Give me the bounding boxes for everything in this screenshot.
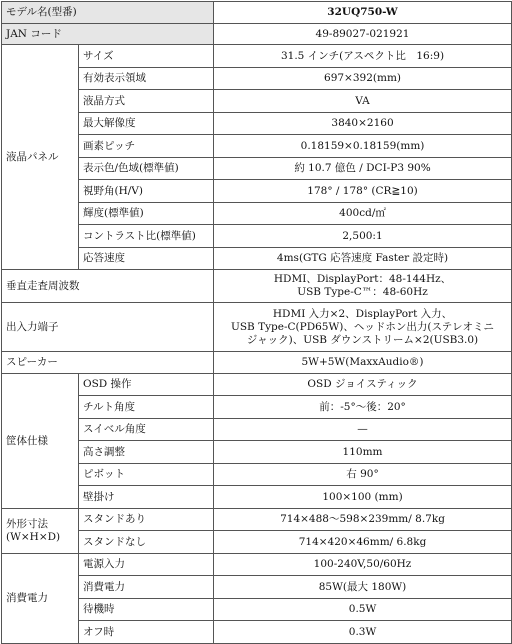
refresh-line: HDMI、DisplayPort：48-144Hz、 [273,273,452,285]
spec-value: 右 90° [214,464,512,486]
io-label: 出入力端子 [2,303,214,352]
spec-label: スタンドなし [79,531,214,554]
speaker-value: 5W+5W(MaxxAudio®) [214,352,512,374]
io-line: ジャック)、USB ダウンストリーム×2(USB3.0) [246,333,479,346]
model-value: 32UQ750-W [214,2,512,24]
row-panel-type [2,90,512,113]
row-panel-size [2,45,512,68]
jan-value: 49-89027-021921 [214,24,512,45]
spec-label: 輝度(標準値) [79,203,214,225]
power-category-label: 消費電力 [2,554,79,644]
refresh-label: 垂直走査周波数 [2,270,214,303]
spec-label: 電源入力 [79,554,214,576]
row-refresh [2,270,512,303]
row-panel-response [2,248,512,270]
row-panel-resolution [2,113,512,135]
row-panel-contrast [2,225,512,248]
row-power-off [2,621,512,644]
row-panel-brightness [2,203,512,225]
panel-category-label: 液晶パネル [2,45,79,270]
row-chassis-pivot [2,464,512,486]
spec-label: 画素ピッチ [79,135,214,158]
io-value [214,303,512,352]
row-power-consumption [2,576,512,599]
spec-value: 前：-5°～後：20° [214,396,512,419]
io-line: HDMI 入力×2、DisplayPort 入力、 [272,307,453,320]
spec-value: 2,500:1 [214,225,512,248]
row-speaker [2,352,512,374]
spec-label: 応答速度 [79,248,214,270]
spec-label: オフ時 [79,621,214,644]
spec-label: チルト角度 [79,396,214,419]
speaker-label: スピーカー [2,352,214,374]
spec-label: 壁掛け [79,486,214,509]
row-panel-pitch [2,135,512,158]
row-model [2,2,512,24]
row-io [2,303,512,352]
io-line: USB Type-C(PD65W)、ヘッドホン出力(ステレオミニ [230,320,495,333]
row-chassis-swivel [2,419,512,441]
spec-label: 待機時 [79,599,214,621]
row-panel-area [2,68,512,90]
spec-label: スイベル角度 [79,419,214,441]
row-power-standby [2,599,512,621]
spec-value: VA [214,90,512,113]
spec-value: 0.18159×0.18159(mm) [214,135,512,158]
spec-value: 400cd/㎡ [214,203,512,225]
spec-label: 最大解像度 [79,113,214,135]
row-panel-viewing-angle [2,180,512,203]
spec-label: スタンドあり [79,509,214,531]
dimensions-label-line: (W×H×D) [6,531,61,543]
spec-label: 有効表示領域 [79,68,214,90]
row-panel-colors [2,158,512,180]
spec-value: — [214,419,512,441]
spec-label: ピボット [79,464,214,486]
row-dimensions-without-stand [2,531,512,554]
row-chassis-osd [2,374,512,396]
row-dimensions-with-stand [2,509,512,531]
dimensions-label-line: 外形寸法 [6,518,48,530]
spec-value: 178° / 178° (CR≧10) [214,180,512,203]
chassis-category-label: 筐体仕様 [2,374,79,509]
row-jan [2,24,512,45]
spec-value: 697×392(mm) [214,68,512,90]
spec-table [1,1,512,644]
dimensions-category-label [2,509,79,554]
spec-label: 液晶方式 [79,90,214,113]
spec-label: サイズ [79,45,214,68]
spec-value: 110mm [214,441,512,464]
spec-value: 3840×2160 [214,113,512,135]
spec-label: コントラスト比(標準値) [79,225,214,248]
spec-value: 約 10.7 億色 / DCI-P3 90% [214,158,512,180]
spec-value: 85W(最大 180W) [214,576,512,599]
row-chassis-wallmount [2,486,512,509]
spec-value: 100-240V,50/60Hz [214,554,512,576]
spec-value: 31.5 インチ(アスペクト比 16:9) [214,45,512,68]
spec-value: 714×420×46mm/ 6.8kg [214,531,512,554]
row-power-input [2,554,512,576]
row-chassis-height [2,441,512,464]
spec-label: 視野角(H/V) [79,180,214,203]
spec-value: 714×488～598×239mm/ 8.7kg [214,509,512,531]
spec-label: 高さ調整 [79,441,214,464]
jan-label: JAN コード [2,24,214,45]
spec-label: 表示色/色域(標準値) [79,158,214,180]
model-label: モデル名(型番) [2,2,214,24]
spec-value: 4ms(GTG 応答速度 Faster 設定時) [214,248,512,270]
refresh-line: USB Type-C™：48-60Hz [297,286,428,298]
spec-value: OSD ジョイスティック [214,374,512,396]
spec-label: 消費電力 [79,576,214,599]
spec-value: 100×100 (mm) [214,486,512,509]
row-chassis-tilt [2,396,512,419]
spec-label: OSD 操作 [79,374,214,396]
spec-value: 0.3W [214,621,512,644]
refresh-value [214,270,512,303]
spec-value: 0.5W [214,599,512,621]
